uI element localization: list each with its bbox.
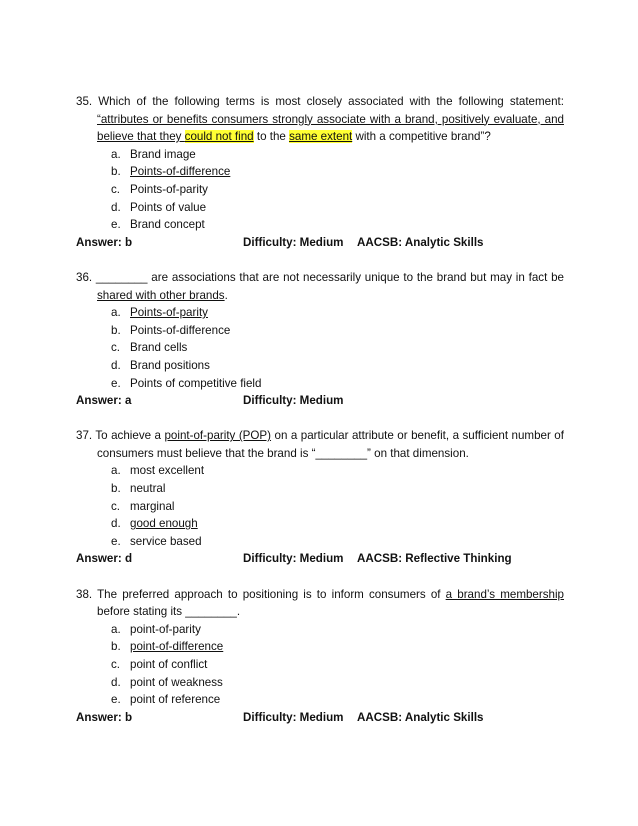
option-d: d. Points of value xyxy=(111,200,207,214)
options-list xyxy=(76,462,564,550)
option-b: b. neutral xyxy=(111,482,166,496)
question-number: 38. xyxy=(76,587,93,601)
option-d: d. good enough xyxy=(111,517,198,531)
question-35-line-3: believe that they could not find to the same extent with a competitive brand”? xyxy=(97,130,491,144)
question-37-line-1: 37. To achieve a point-of-parity (POP) on a particular attribute or benefit, a sufficient number of xyxy=(76,429,564,443)
question-36-line-2: shared with other brands. xyxy=(97,288,228,302)
question-37 xyxy=(76,427,564,568)
highlighted-text: same extent xyxy=(289,130,353,144)
question-38 xyxy=(76,586,564,727)
option-d: d. point of weakness xyxy=(111,675,223,689)
question-number: 36. xyxy=(76,270,93,284)
aacsb: AACSB: Analytic Skills xyxy=(357,710,484,724)
options-list xyxy=(76,621,564,709)
answer-row xyxy=(76,550,564,568)
difficulty: Difficulty: Medium xyxy=(243,394,344,408)
answer-row xyxy=(76,234,564,252)
difficulty: Difficulty: Medium xyxy=(243,710,344,724)
answer-row xyxy=(76,392,564,410)
option-e: e. point of reference xyxy=(111,693,221,707)
question-38-line-2: before stating its ________. xyxy=(97,605,241,619)
aacsb: AACSB: Reflective Thinking xyxy=(357,552,512,566)
question-35-line-2: “attributes or benefits consumers strongly associate with a brand, positively evaluate, and xyxy=(97,112,564,126)
question-36-line-1: 36. ________ are associations that are not necessarily unique to the brand but may in fact be xyxy=(76,270,564,284)
question-number: 37. xyxy=(76,429,93,443)
option-d: d. Brand positions xyxy=(111,358,210,372)
option-e: e. Brand concept xyxy=(111,218,205,232)
option-a: a. Brand image xyxy=(111,147,196,161)
option-c: c. Points-of-parity xyxy=(111,182,208,196)
question-35-line-1: 35. Which of the following terms is most closely associated with the following statement: xyxy=(76,95,564,108)
options-list xyxy=(76,146,564,234)
question-35 xyxy=(76,93,564,251)
question-number: 35. xyxy=(76,95,93,108)
option-b: b. Points-of-difference xyxy=(111,165,231,179)
option-e: e. service based xyxy=(111,534,202,548)
difficulty: Difficulty: Medium xyxy=(243,235,344,249)
answer: Answer: a xyxy=(76,394,132,408)
difficulty: Difficulty: Medium xyxy=(243,552,344,566)
question-37-line-2: consumers must believe that the brand is “________” on that dimension. xyxy=(97,446,469,460)
answer: Answer: b xyxy=(76,235,133,249)
option-a: a. point-of-parity xyxy=(111,622,201,636)
answer: Answer: d xyxy=(76,552,133,566)
option-c: c. point of conflict xyxy=(111,658,208,671)
highlighted-text: could not find xyxy=(184,130,254,144)
answer: Answer: b xyxy=(76,710,133,724)
option-c: c. marginal xyxy=(111,499,175,513)
aacsb: AACSB: Analytic Skills xyxy=(357,235,484,249)
question-36 xyxy=(76,269,564,410)
options-list xyxy=(76,304,564,392)
option-b: b. point-of-difference xyxy=(111,640,224,654)
option-e: e. Points of competitive field xyxy=(111,376,262,390)
document-page xyxy=(76,93,564,744)
answer-row xyxy=(76,709,564,727)
question-38-line-1: 38. The preferred approach to positioning is to inform consumers of a brand’s membership xyxy=(76,587,565,601)
option-b: b. Points-of-difference xyxy=(111,323,231,337)
option-c: c. Brand cells xyxy=(111,341,188,355)
option-a: a. most excellent xyxy=(111,464,205,478)
option-a: a. Points-of-parity xyxy=(111,306,208,320)
